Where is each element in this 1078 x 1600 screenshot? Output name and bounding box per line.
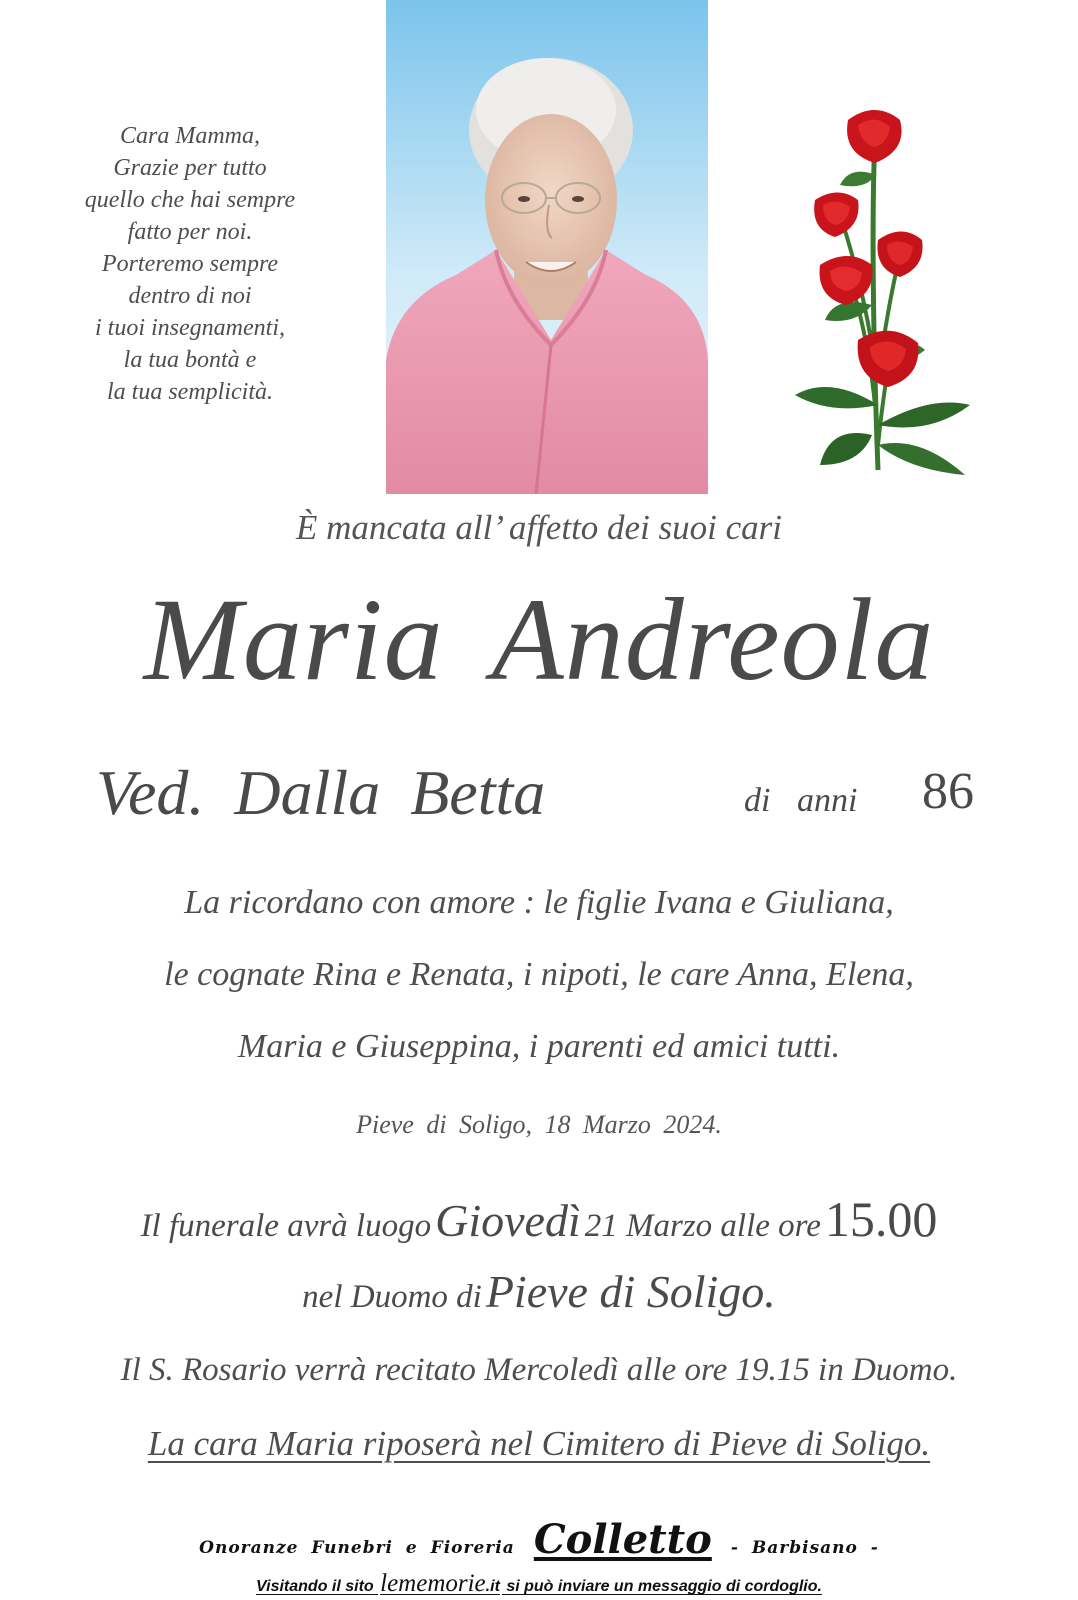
funeral-day: Giovedì: [435, 1195, 581, 1246]
dedication-line: i tuoi insegnamenti,: [95, 315, 285, 341]
rose-bud: [847, 110, 901, 163]
funeral-home-line: [0, 1516, 1078, 1563]
rose-icon: [790, 105, 990, 485]
funeral-location-line: [0, 1265, 1078, 1318]
portrait-photo: [386, 0, 708, 494]
last-name: Andreola: [491, 574, 935, 705]
married-name-row: [96, 756, 996, 836]
funeral-home-prefix: Onoranze Funebri e Fioreria: [199, 1538, 515, 1558]
funeral-home-brand: Colletto: [533, 1516, 712, 1563]
dedication-line: Cara Mamma,: [119, 123, 260, 149]
married-name: Ved. Dalla Betta: [96, 757, 546, 828]
dedication-line: Porteremo sempre: [101, 251, 279, 277]
dedication-line: quello che hai sempre: [84, 187, 296, 213]
first-name: Maria: [143, 574, 444, 705]
portrait-illustration: [386, 0, 708, 494]
website-tld: .it: [485, 1578, 500, 1595]
age-value: 86: [922, 763, 974, 820]
rosary-notice: Il S. Rosario verrà recitato Mercoledì alle ore 19.15 in Duomo.: [120, 1352, 958, 1388]
roses-decoration: [790, 105, 990, 485]
deceased-name: [0, 575, 1078, 705]
dedication-line: dentro di noi: [128, 283, 252, 309]
age-label: di anni: [744, 782, 858, 819]
website-name: lememorie: [380, 1570, 486, 1597]
family-line: le cognate Rina e Renata, i nipoti, le care Anna, Elena,: [164, 956, 914, 993]
visit-prefix: Visitando il sito: [256, 1578, 374, 1595]
website-link[interactable]: [380, 1570, 500, 1597]
dedication-line: la tua bontà e: [123, 347, 257, 373]
website-line: [0, 1570, 1078, 1598]
funeral-location-intro: nel Duomo di: [302, 1279, 482, 1315]
funeral-date: 21 Marzo alle ore: [584, 1208, 821, 1244]
funeral-time: 15.00: [824, 1191, 938, 1247]
announcement-subtitle: È mancata all’ affetto dei suoi cari: [295, 508, 783, 547]
family-line: La ricordano con amore : le figlie Ivana e Giuliana,: [184, 884, 894, 921]
funeral-date-line: [0, 1190, 1078, 1248]
dedication-line: fatto per noi.: [127, 219, 253, 245]
dedication-line: la tua semplicità.: [107, 379, 273, 405]
burial-notice: La cara Maria riposerà nel Cimitero di Pieve di Soligo.: [147, 1424, 931, 1463]
dedication-poem: [40, 120, 340, 408]
family-line: Maria e Giuseppina, i parenti ed amici tutti.: [237, 1028, 841, 1065]
dedication-line: Grazie per tutto: [113, 155, 267, 181]
funeral-location: Pieve di Soligo.: [485, 1266, 776, 1317]
funeral-intro: Il funerale avrà luogo: [140, 1208, 432, 1244]
visit-suffix: si può inviare un messaggio di cordoglio.: [506, 1578, 822, 1595]
funeral-home-suffix: - Barbisano -: [730, 1538, 879, 1558]
place-date: Pieve di Soligo, 18 Marzo 2024.: [356, 1110, 722, 1139]
